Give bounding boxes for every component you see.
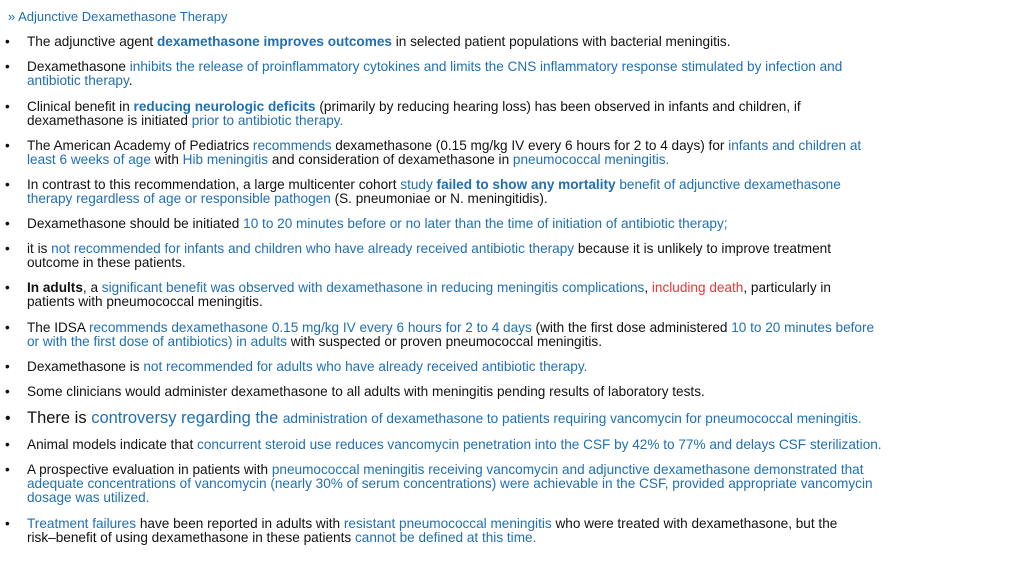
- bullet-line: • Dexamethasone is not recommended for adults who have already received antibiotic therapy.: [27, 359, 588, 374]
- bullet-line: dosage was utilized.: [27, 490, 150, 505]
- bullet-line: • it is not recommended for infants and children who have already received antibiotic therapy because it is unlikely to improve treatment: [27, 241, 831, 256]
- bullet-line: antibiotic therapy.: [27, 73, 133, 88]
- bullet-line: outcome in these patients.: [27, 255, 186, 270]
- bullet-6: [27, 217, 1011, 231]
- bullet-4: [27, 139, 1011, 167]
- bullet-15: [27, 517, 1011, 545]
- bullet-line: • Animal models indicate that concurrent steroid use reduces vancomycin penetration into the CSF by 42% to 77% and delays CSF sterilization.: [27, 437, 882, 452]
- bullet-line: • The IDSA recommends dexamethasone 0.15 mg/kg IV every 6 hours for 2 to 4 days (with the first dose administered 10 to 20 minutes before: [27, 320, 875, 335]
- bullet-11: [27, 385, 1011, 399]
- bullet-line: risk–benefit of using dexamethasone in these patients cannot be defined at this time.: [27, 530, 537, 545]
- bullet-line: • The American Academy of Pediatrics recommends dexamethasone (0.15 mg/kg IV every 6 hours for 2 to 4 days) for infants and children at: [27, 138, 862, 153]
- bullet-line: • In contrast to this recommendation, a large multicenter cohort study failed to show any mortality benefit of adjunctive dexamethasone: [27, 177, 841, 192]
- bullet-12: [27, 410, 1011, 427]
- bullet-line: • Clinical benefit in reducing neurologic deficits (primarily by reducing hearing loss) has been observed in infants and children, if: [27, 99, 801, 114]
- bullet-line: patients with pneumococcal meningitis.: [27, 294, 263, 309]
- bullet-line: • In adults, a significant benefit was observed with dexamethasone in reducing meningitis complications, including death, particularly in: [27, 280, 831, 295]
- bullet-9: [27, 321, 1011, 349]
- bullet-7: [27, 242, 1011, 270]
- bullet-5: [27, 178, 1011, 206]
- bullet-line: therapy regardless of age or responsible pathogen (S. pneumoniae or N. meningitidis).: [27, 191, 548, 206]
- bullet-line: • The adjunctive agent dexamethasone improves outcomes in selected patient populations with bacterial meningitis.: [27, 34, 731, 49]
- bullet-line: • A prospective evaluation in patients with pneumococcal meningitis receiving vancomycin and adjunctive dexamethasone demonstrated that: [27, 462, 864, 477]
- bullet-1: [27, 35, 1011, 49]
- bullet-14: [27, 463, 1011, 505]
- bullet-line: adequate concentrations of vancomycin (nearly 30% of serum concentrations) were achievable in the CSF, provided appropriate vancomycin: [27, 476, 873, 491]
- bullet-line: least 6 weeks of age with Hib meningitis and consideration of dexamethasone in pneumococcal meningitis.: [27, 152, 670, 167]
- bullet-2: [27, 60, 1011, 88]
- bullet-line: • There is controversy regarding the administration of dexamethasone to patients requiring vancomycin for pneumococcal meningitis.: [27, 409, 862, 427]
- bullet-line: dexamethasone is initiated prior to antibiotic therapy.: [27, 113, 344, 128]
- bullet-10: [27, 360, 1011, 374]
- bullet-13: [27, 438, 1011, 452]
- bullet-3: [27, 100, 1011, 128]
- bullet-line: • Treatment failures have been reported in adults with resistant pneumococcal meningitis who were treated with dexamethasone, but the: [27, 516, 838, 531]
- bullet-line: or with the first dose of antibiotics) in adults with suspected or proven pneumococcal meningitis.: [27, 334, 603, 349]
- bullet-8: [27, 281, 1011, 309]
- slide-title[interactable]: » Adjunctive Dexamethasone Therapy: [8, 9, 228, 24]
- bullet-line: • Dexamethasone inhibits the release of proinflammatory cytokines and limits the CNS inflammatory response stimulated by infection and: [27, 59, 843, 74]
- bullet-line: • Some clinicians would administer dexamethasone to all adults with meningitis pending results of laboratory tests.: [27, 384, 705, 399]
- bullet-line: • Dexamethasone should be initiated 10 to 20 minutes before or no later than the time of initiation of antibiotic therapy;: [27, 216, 728, 231]
